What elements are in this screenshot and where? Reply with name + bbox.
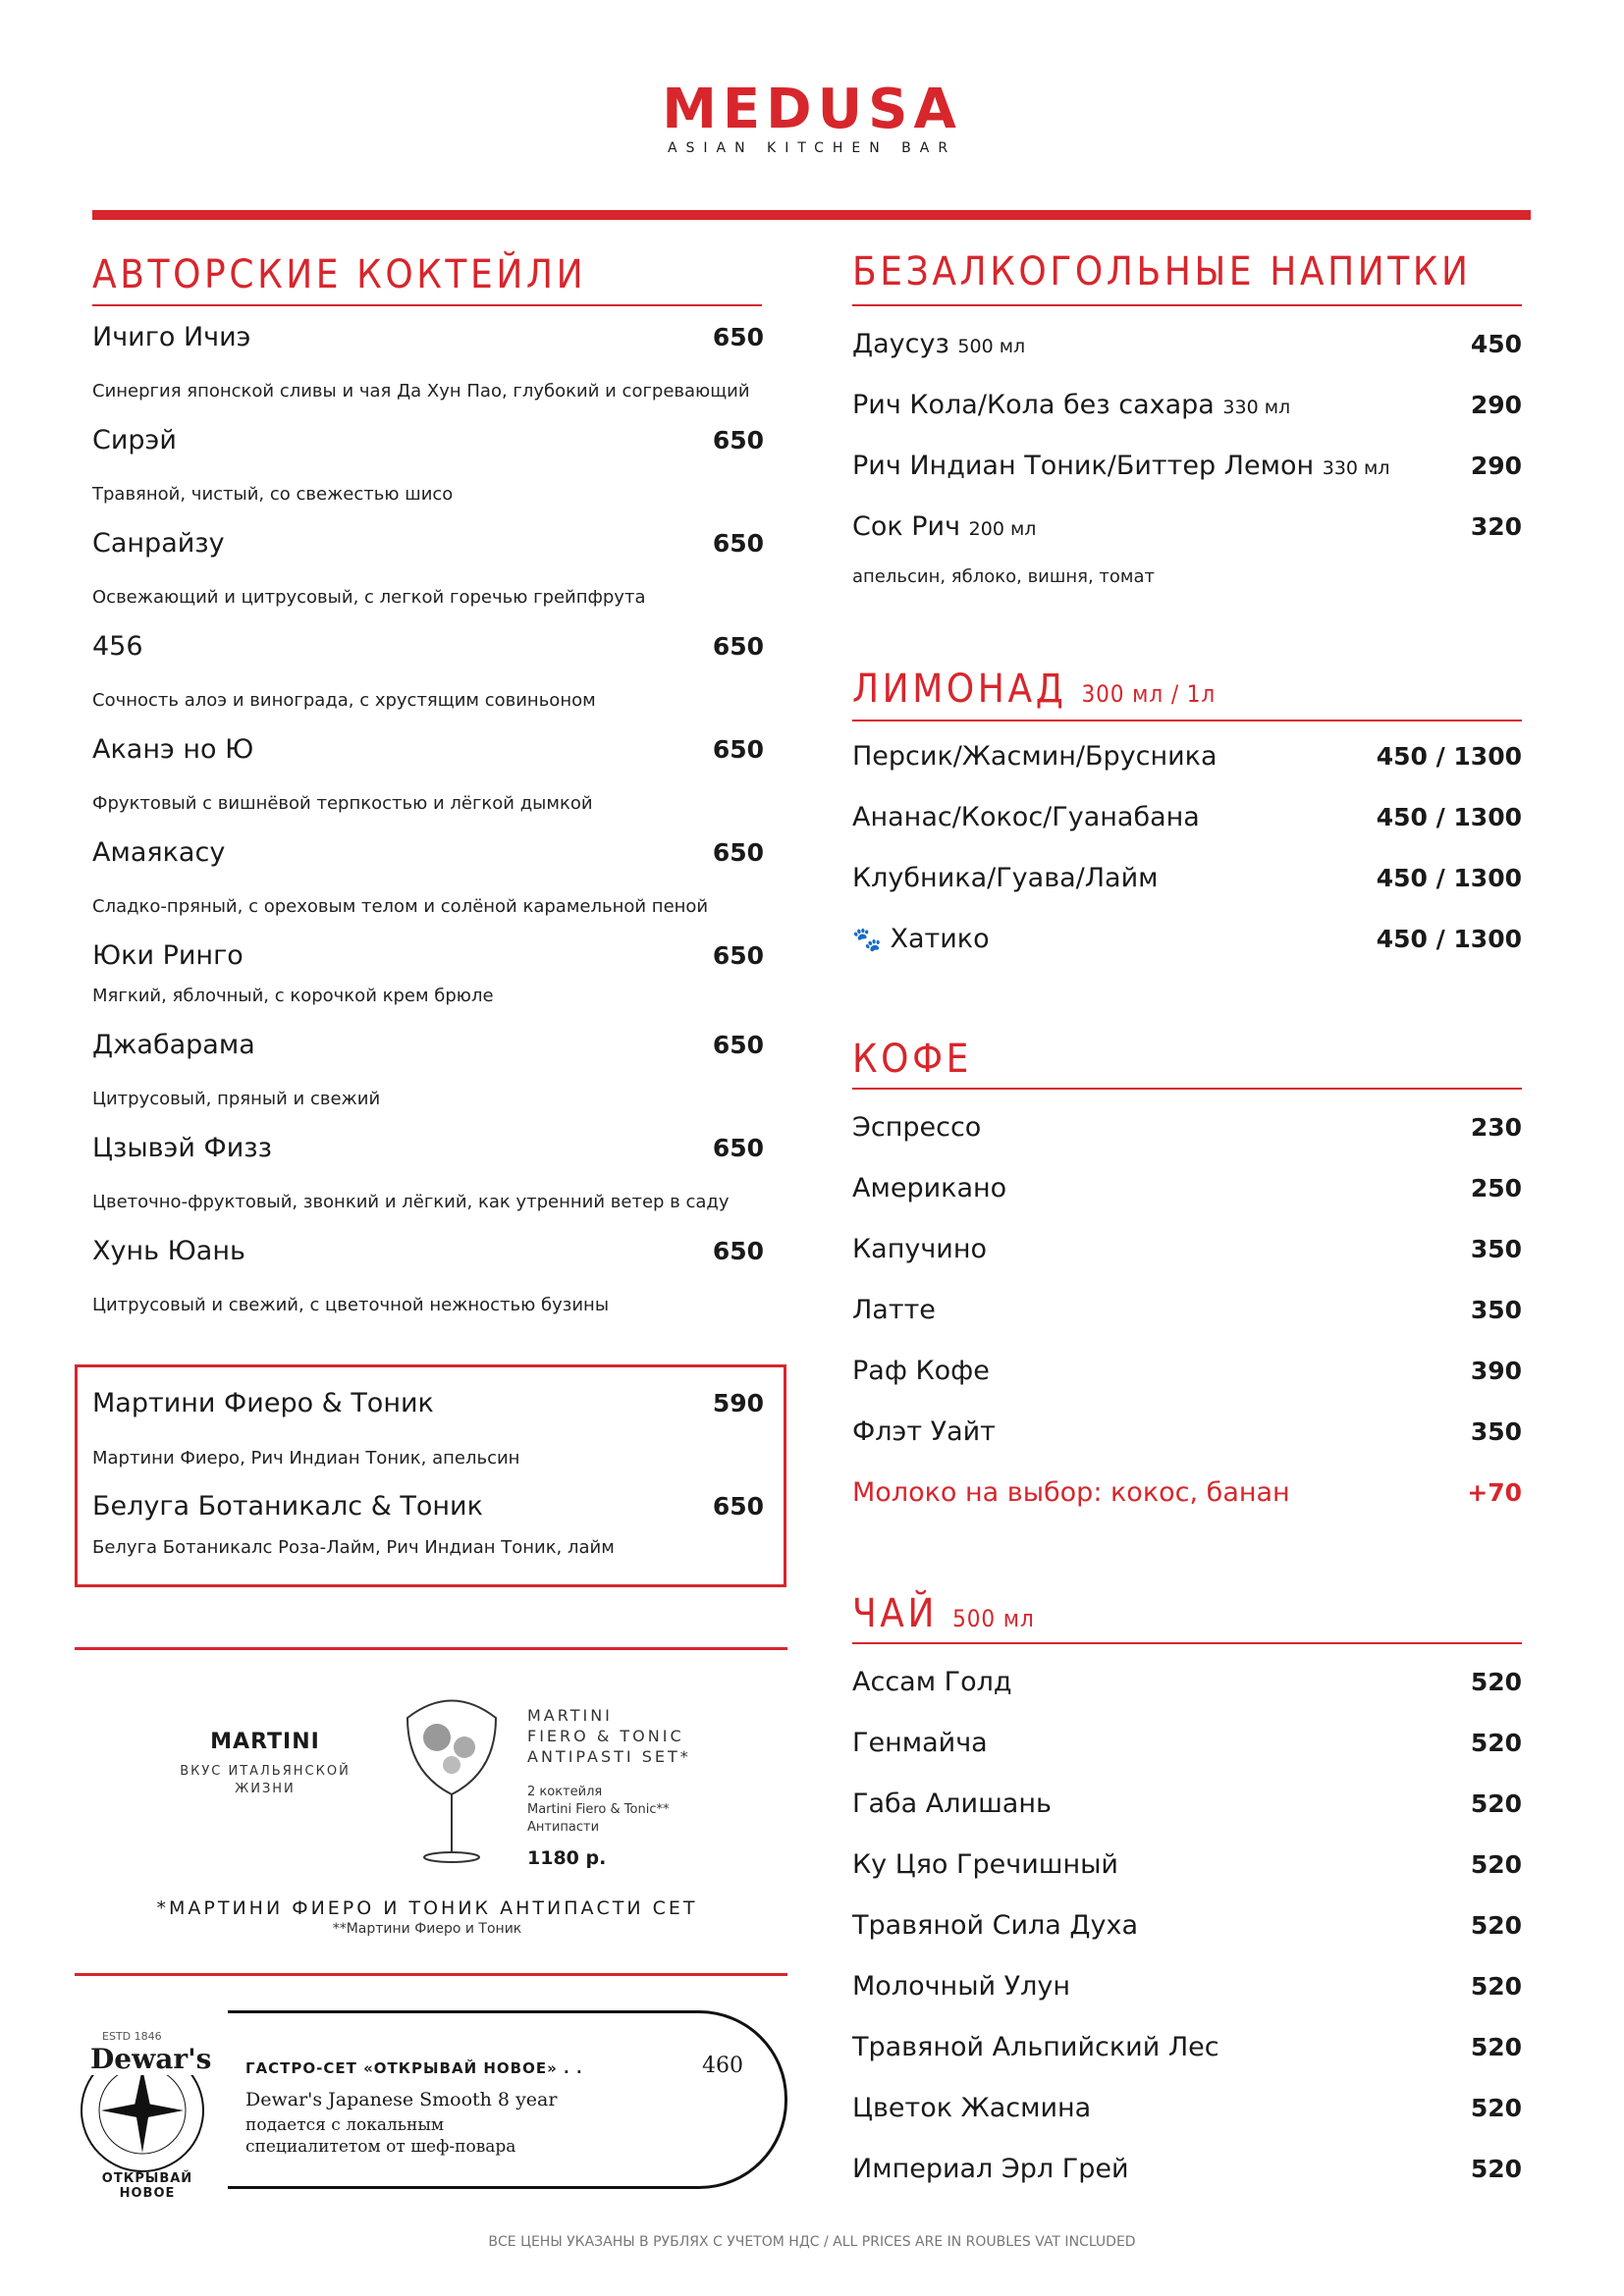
menu-item-name: Клубника/Гуава/Лайм bbox=[852, 863, 1159, 893]
dewars-description: подается с локальным bbox=[245, 2115, 445, 2135]
menu-item-name: Габа Алишань bbox=[852, 1789, 1052, 1819]
martini-set-title: ANTIPASTI SET* bbox=[527, 1747, 691, 1766]
menu-item-name: Амаякасу bbox=[92, 837, 226, 868]
menu-item-price: 450 bbox=[1470, 330, 1522, 358]
section-title-tea: ЧАЙ 500 мл bbox=[852, 1591, 1035, 1636]
menu-item-price: 350 bbox=[1470, 1417, 1522, 1446]
menu-item-price: 290 bbox=[1470, 391, 1522, 419]
menu-item-description: Фруктовый с вишнёвой терпкостью и лёгкой дымкой bbox=[92, 793, 593, 814]
menu-item-price: 320 bbox=[1470, 512, 1522, 541]
menu-item-price: 290 bbox=[1470, 452, 1522, 480]
menu-item-name: Ананас/Кокос/Гуанабана bbox=[852, 802, 1200, 832]
menu-item-name: Сирэй bbox=[92, 425, 177, 455]
menu-item-price: 520 bbox=[1470, 1668, 1522, 1696]
menu-item-description: Цитрусовый, пряный и свежий bbox=[92, 1089, 381, 1109]
menu-item-price: 650 bbox=[712, 941, 764, 970]
menu-item-name: Американо bbox=[852, 1173, 1007, 1203]
menu-item-description: Синергия японской сливы и чая Да Хун Пао, глубокий и согревающий bbox=[92, 381, 750, 401]
menu-item-price: 650 bbox=[712, 632, 764, 661]
menu-item-price: 520 bbox=[1470, 1911, 1522, 1940]
menu-item-price: 650 bbox=[712, 735, 764, 764]
menu-item-name: Цзывэй Физз bbox=[92, 1133, 273, 1163]
promo-item-description: Мартини Фиеро, Рич Индиан Тоник, апельсин bbox=[92, 1448, 520, 1468]
section-rule bbox=[75, 1973, 787, 1976]
menu-item-price: 390 bbox=[1470, 1357, 1522, 1385]
menu-item-price: 650 bbox=[712, 323, 764, 351]
menu-item-price: 520 bbox=[1470, 1729, 1522, 1757]
dewars-product: Dewar's Japanese Smooth 8 year bbox=[245, 2089, 558, 2110]
dewars-set-title: ГАСТРО-СЕТ «ОТКРЫВАЙ НОВОЕ» . . bbox=[245, 2059, 583, 2077]
menu-item-name: Травяной Сила Духа bbox=[852, 1910, 1139, 1941]
section-title-soft-drinks: БЕЗАЛКОГОЛЬНЫЕ НАПИТКИ bbox=[852, 249, 1472, 294]
menu-item-name: 🐾 Хатико bbox=[852, 924, 990, 954]
martini-caption: *МАРТИНИ ФИЕРО И ТОНИК АНТИПАСТИ СЕТ bbox=[156, 1897, 698, 1919]
menu-item-description: Освежающий и цитрусовый, с легкой горечью грейпфрута bbox=[92, 587, 646, 608]
brand-logo: MEDUSA bbox=[662, 78, 962, 141]
menu-item-price: 650 bbox=[712, 1031, 764, 1059]
promo-item-name: Мартини Фиеро & Тоник bbox=[92, 1388, 434, 1418]
menu-item-price: 450 / 1300 bbox=[1376, 803, 1522, 831]
menu-item-name: Ичиго Ичиэ bbox=[92, 322, 251, 352]
menu-item-description: Мягкий, яблочный, с корочкой крем брюле bbox=[92, 986, 494, 1006]
menu-item-name: Юки Ринго bbox=[92, 940, 244, 971]
menu-item-name: Персик/Жасмин/Брусника bbox=[852, 741, 1218, 772]
dewars-estd: ESTD 1846 bbox=[102, 2030, 162, 2043]
menu-item-price: 520 bbox=[1470, 2033, 1522, 2061]
menu-item-name: 456 bbox=[92, 631, 143, 662]
menu-item-name: Империал Эрл Грей bbox=[852, 2154, 1129, 2184]
menu-item-price: 450 / 1300 bbox=[1376, 742, 1522, 771]
header-divider bbox=[92, 210, 1531, 220]
menu-item-name: Цветок Жасмина bbox=[852, 2093, 1092, 2123]
menu-item-name: Молочный Улун bbox=[852, 1971, 1070, 2002]
menu-item-name: Джабарама bbox=[92, 1030, 255, 1060]
menu-item-description: Сладко-пряный, с ореховым телом и солёной карамельной пеной bbox=[92, 896, 709, 917]
brand-tagline: ASIAN KITCHEN BAR bbox=[667, 140, 957, 156]
section-title-cocktails: АВТОРСКИЕ КОКТЕЙЛИ bbox=[92, 252, 587, 297]
promo-item-name: Белуга Ботаникалс & Тоник bbox=[92, 1491, 483, 1522]
menu-item-name: Капучино bbox=[852, 1234, 988, 1264]
menu-item-description: Цветочно-фруктовый, звонкий и лёгкий, как утренний ветер в саду bbox=[92, 1192, 730, 1212]
martini-set-price: 1180 р. bbox=[527, 1847, 607, 1869]
martini-set-content: 2 коктейля bbox=[527, 1785, 603, 1799]
menu-item-addon: Молоко на выбор: кокос, банан bbox=[852, 1477, 1290, 1508]
menu-item-name: Генмайча bbox=[852, 1728, 988, 1758]
menu-item-description: Цитрусовый и свежий, с цветочной нежностью бузины bbox=[92, 1295, 610, 1315]
menu-item-name: Эспрессо bbox=[852, 1112, 982, 1143]
promo-item-description: Белуга Ботаникалс Роза-Лайм, Рич Индиан Тоник, лайм bbox=[92, 1537, 615, 1558]
menu-item-price: 520 bbox=[1470, 1789, 1522, 1818]
paw-icon: 🐾 bbox=[852, 926, 882, 953]
menu-item-name: Рич Индиан Тоник/Биттер Лемон 330 мл bbox=[852, 451, 1390, 481]
menu-item-price: 650 bbox=[712, 838, 764, 867]
cocktail-glass-icon bbox=[398, 1679, 506, 1875]
martini-slogan: ЖИЗНИ bbox=[235, 1782, 296, 1796]
menu-item-price: 450 / 1300 bbox=[1376, 864, 1522, 892]
menu-item-price: 650 bbox=[712, 426, 764, 454]
menu-item-name: Даусуз 500 мл bbox=[852, 329, 1026, 359]
menu-item-description: Травяной, чистый, со свежестью шисо bbox=[92, 484, 454, 505]
menu-item-name: Флэт Уайт bbox=[852, 1416, 996, 1447]
menu-item-name: Санрайзу bbox=[92, 528, 225, 559]
dewars-arc-text: ОТКРЫВАЙ НОВОЕ bbox=[101, 2171, 193, 2201]
menu-item-price: 350 bbox=[1470, 1296, 1522, 1324]
menu-item-addon-price: +70 bbox=[1467, 1478, 1522, 1507]
menu-item-name: Хунь Юань bbox=[92, 1236, 245, 1266]
menu-item-name: Латте bbox=[852, 1295, 936, 1325]
martini-set-title: MARTINI bbox=[527, 1706, 613, 1725]
section-rule bbox=[852, 304, 1522, 306]
menu-item-name: Аканэ но Ю bbox=[92, 734, 254, 765]
promo-item-price: 650 bbox=[712, 1492, 764, 1521]
menu-item-name: Травяной Альпийский Лес bbox=[852, 2032, 1219, 2062]
promo-item-price: 590 bbox=[712, 1389, 764, 1417]
section-rule bbox=[852, 720, 1522, 721]
section-rule bbox=[92, 304, 762, 306]
menu-item-price: 250 bbox=[1470, 1174, 1522, 1202]
menu-item-price: 650 bbox=[712, 529, 764, 558]
dewars-price: 460 bbox=[702, 2054, 743, 2078]
menu-item-price: 650 bbox=[712, 1134, 764, 1162]
menu-item-name: Ассам Голд bbox=[852, 1667, 1012, 1697]
menu-item-name: Ку Цяо Гречишный bbox=[852, 1849, 1118, 1880]
martini-set-content: Martini Fiero & Tonic** bbox=[527, 1802, 670, 1817]
section-title-lemonade: ЛИМОНАД 300 мл / 1л bbox=[852, 667, 1217, 712]
menu-item-price: 350 bbox=[1470, 1235, 1522, 1263]
menu-item-name: Рич Кола/Кола без сахара 330 мл bbox=[852, 390, 1291, 420]
menu-item-price: 450 / 1300 bbox=[1376, 925, 1522, 953]
martini-set-title: FIERO & TONIC bbox=[527, 1727, 684, 1745]
martini-caption-note: **Мартини Фиеро и Тоник bbox=[332, 1921, 522, 1937]
martini-slogan: ВКУС ИТАЛЬЯНСКОЙ bbox=[180, 1764, 351, 1779]
menu-item-price: 520 bbox=[1470, 1972, 1522, 2001]
menu-item-name: Сок Рич 200 мл bbox=[852, 511, 1037, 542]
menu-item-price: 520 bbox=[1470, 1850, 1522, 1879]
martini-set-content: Антипасти bbox=[527, 1820, 600, 1835]
menu-item-price: 520 bbox=[1470, 2094, 1522, 2122]
martini-brand: MARTINI bbox=[210, 1730, 320, 1754]
menu-item-description: Сочность алоэ и винограда, с хрустящим совиньоном bbox=[92, 690, 596, 711]
menu-item-price: 650 bbox=[712, 1237, 764, 1265]
footer-note: ВСЕ ЦЕНЫ УКАЗАНЫ В РУБЛЯХ С УЧЕТОМ НДС / ALL PRICES ARE IN ROUBLES VAT INCLUDED bbox=[488, 2234, 1136, 2250]
dewars-logo-text: Dewar's bbox=[90, 2043, 212, 2075]
section-title-coffee: КОФЕ bbox=[852, 1037, 973, 1082]
menu-item-price: 230 bbox=[1470, 1113, 1522, 1142]
menu-item-price: 520 bbox=[1470, 2155, 1522, 2183]
menu-item-name: Раф Кофе bbox=[852, 1356, 990, 1386]
dewars-description: специалитетом от шеф-повара bbox=[245, 2137, 516, 2157]
menu-item-description: апельсин, яблоко, вишня, томат bbox=[852, 566, 1155, 587]
section-rule bbox=[75, 1647, 787, 1650]
section-rule bbox=[852, 1642, 1522, 1644]
section-rule bbox=[852, 1088, 1522, 1090]
